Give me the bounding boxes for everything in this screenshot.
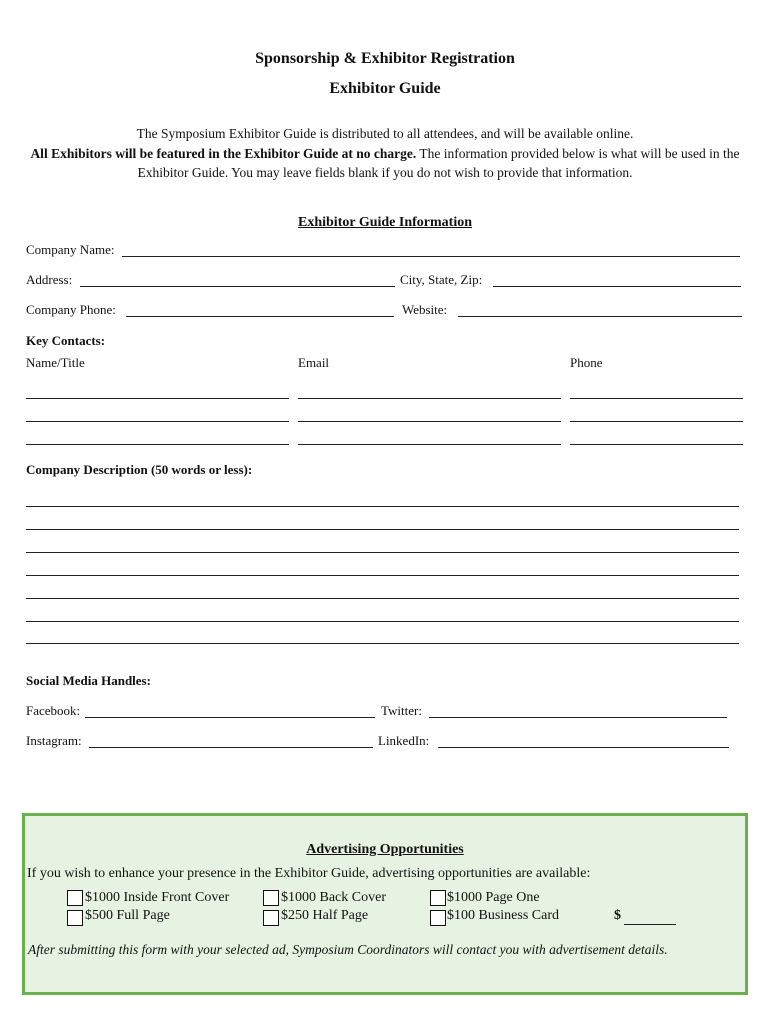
key-contacts-heading: Key Contacts: [26, 333, 106, 348]
contact-1-phone-field[interactable] [570, 398, 743, 399]
page-subtitle: Exhibitor Guide [329, 80, 441, 97]
address-field[interactable] [80, 286, 395, 287]
amount-prefix: $ [614, 908, 621, 923]
option-half-page-checkbox[interactable] [263, 910, 279, 926]
option-full-page-checkbox[interactable] [67, 910, 83, 926]
option-inside-front-cover-label: $1000 Inside Front Cover [85, 890, 230, 905]
description-line-4[interactable] [26, 575, 739, 576]
contact-3-phone-field[interactable] [570, 444, 743, 445]
instagram-label: Instagram: [26, 733, 82, 748]
option-half-page-label: $250 Half Page [281, 908, 369, 923]
guide-info-heading: Exhibitor Guide Information [298, 215, 472, 230]
option-back-cover-checkbox[interactable] [263, 890, 279, 906]
advertising-intro: If you wish to enhance your presence in the Exhibitor Guide, advertising opportunities are available: [27, 866, 591, 881]
address-label: Address: [26, 272, 73, 287]
contact-3-name-field[interactable] [26, 444, 289, 445]
intro-rest-text: The information provided below is what will be used in the Exhibitor Guide. You may leave fields blank if you do not wish to provide that information. [137, 145, 740, 180]
website-label: Website: [402, 302, 448, 317]
page-title: Sponsorship & Exhibitor Registration [255, 50, 515, 67]
facebook-label: Facebook: [26, 703, 81, 718]
intro-line-1: The Symposium Exhibitor Guide is distributed to all attendees, and will be available online. [136, 126, 634, 141]
description-line-5[interactable] [26, 598, 739, 599]
advertising-footer-note: After submitting this form with your selected ad, Symposium Coordinators will contact you with advertisement details. [28, 942, 668, 957]
option-business-card-label: $100 Business Card [447, 908, 559, 923]
linkedin-label: LinkedIn: [378, 733, 430, 748]
website-field[interactable] [458, 316, 742, 317]
description-line-6[interactable] [26, 621, 739, 622]
description-line-7[interactable] [26, 643, 739, 644]
contact-2-email-field[interactable] [298, 421, 561, 422]
facebook-field[interactable] [85, 717, 375, 718]
option-page-one-label: $1000 Page One [447, 890, 540, 905]
amount-field[interactable] [624, 924, 676, 925]
twitter-field[interactable] [429, 717, 727, 718]
description-line-3[interactable] [26, 552, 739, 553]
intro-paragraph [20, 124, 750, 183]
city-state-zip-field[interactable] [493, 286, 741, 287]
linkedin-field[interactable] [438, 747, 729, 748]
contact-1-name-field[interactable] [26, 398, 289, 399]
option-inside-front-cover-checkbox[interactable] [67, 890, 83, 906]
company-phone-label: Company Phone: [26, 302, 116, 317]
option-business-card-checkbox[interactable] [430, 910, 446, 926]
intro-bold-text: All Exhibitors will be featured in the Exhibitor Guide at no charge. [30, 145, 417, 161]
description-line-2[interactable] [26, 529, 739, 530]
twitter-label: Twitter: [381, 703, 422, 718]
contact-1-email-field[interactable] [298, 398, 561, 399]
contact-3-email-field[interactable] [298, 444, 561, 445]
company-description-heading: Company Description (50 words or less): [26, 462, 253, 477]
instagram-field[interactable] [89, 747, 373, 748]
company-phone-field[interactable] [126, 316, 394, 317]
advertising-heading: Advertising Opportunities [306, 842, 464, 857]
social-media-heading: Social Media Handles: [26, 673, 151, 688]
contacts-col-email: Email [298, 355, 330, 370]
contacts-col-phone: Phone [570, 355, 603, 370]
company-name-field[interactable] [122, 256, 740, 257]
contact-2-name-field[interactable] [26, 421, 289, 422]
option-full-page-label: $500 Full Page [85, 908, 170, 923]
contact-2-phone-field[interactable] [570, 421, 743, 422]
city-state-zip-label: City, State, Zip: [400, 272, 483, 287]
company-name-label: Company Name: [26, 242, 115, 257]
option-page-one-checkbox[interactable] [430, 890, 446, 906]
option-back-cover-label: $1000 Back Cover [281, 890, 386, 905]
contacts-col-name: Name/Title [26, 355, 85, 370]
description-line-1[interactable] [26, 506, 739, 507]
